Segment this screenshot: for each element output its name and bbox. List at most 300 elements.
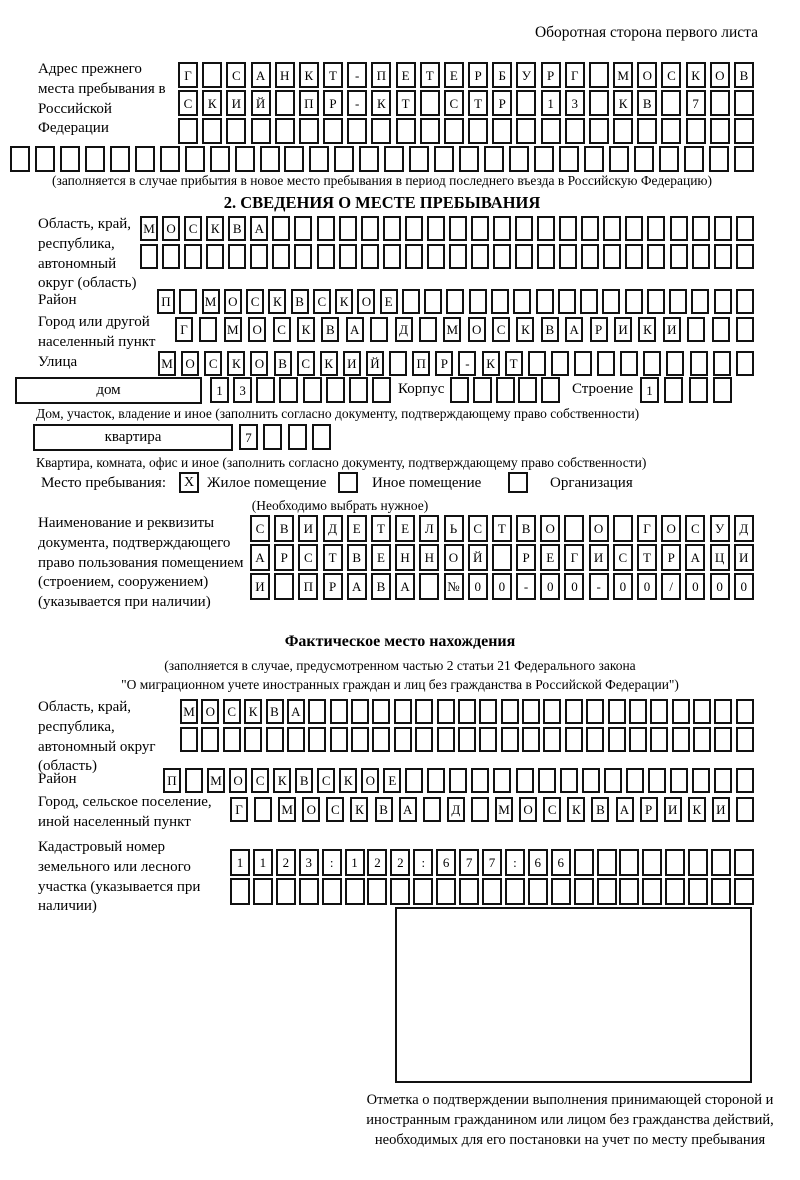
char-cell	[688, 849, 708, 876]
char-cell: И	[226, 90, 246, 116]
char-cell	[180, 727, 198, 752]
char-cell	[661, 90, 681, 116]
char-cell: М	[207, 768, 225, 793]
char-cell	[415, 727, 433, 752]
char-cell: Т	[468, 90, 488, 116]
char-cell	[661, 118, 681, 144]
char-cell	[734, 118, 754, 144]
char-cell	[383, 244, 401, 269]
char-cell	[492, 544, 512, 571]
char-cell	[389, 351, 407, 376]
char-cell: О	[250, 351, 268, 376]
char-cell: О	[468, 317, 486, 342]
char-cell	[253, 878, 273, 905]
char-cell: Й	[251, 90, 271, 116]
char-cell	[469, 289, 487, 314]
char-cell	[534, 146, 554, 172]
char-cell	[603, 216, 621, 241]
char-cell	[736, 351, 754, 376]
char-cell	[275, 90, 295, 116]
char-cell	[372, 377, 391, 403]
char-cell: 7	[482, 849, 502, 876]
char-cell	[308, 699, 326, 724]
char-cell: Ц	[710, 544, 730, 571]
char-cell	[372, 727, 390, 752]
char-cell	[493, 244, 511, 269]
char-cell: 0	[685, 573, 705, 600]
stamp-note: Отметка о подтверждении выполнения принимающей стороной и иностранным гражданином или лицом без гражданства действий, необходимых для его постановки на учет по месту пребывания	[366, 1092, 774, 1148]
char-cell: 1	[253, 849, 273, 876]
char-cell	[559, 146, 579, 172]
char-cell: К	[686, 62, 706, 88]
char-cell: К	[297, 317, 315, 342]
char-cell: Е	[383, 768, 401, 793]
char-cell: К	[202, 90, 222, 116]
char-cell	[323, 118, 343, 144]
char-cell	[603, 244, 621, 269]
char-cell	[629, 699, 647, 724]
char-cell	[714, 768, 732, 793]
oblast-row-1	[140, 216, 754, 241]
char-cell: С	[298, 544, 318, 571]
char-cell: 0	[540, 573, 560, 600]
char-cell	[516, 768, 534, 793]
char-cell: М	[202, 289, 220, 314]
char-cell	[691, 289, 709, 314]
char-cell	[613, 515, 633, 542]
char-cell: О	[248, 317, 266, 342]
char-cell	[643, 351, 661, 376]
char-cell	[558, 289, 576, 314]
char-cell	[347, 118, 367, 144]
char-cell	[413, 878, 433, 905]
char-cell: Т	[323, 62, 343, 88]
char-cell: К	[273, 768, 291, 793]
char-cell	[565, 118, 585, 144]
char-cell	[427, 768, 445, 793]
char-cell	[736, 699, 754, 724]
char-cell	[634, 146, 654, 172]
checkbox-inoe	[338, 472, 358, 493]
char-cell	[458, 727, 476, 752]
char-cell	[444, 118, 464, 144]
char-cell	[584, 146, 604, 172]
char-cell	[687, 317, 705, 342]
char-cell	[574, 878, 594, 905]
char-cell	[459, 878, 479, 905]
char-cell: П	[157, 289, 175, 314]
char-cell: Г	[178, 62, 198, 88]
char-cell	[322, 878, 342, 905]
char-cell	[522, 727, 540, 752]
char-cell	[692, 768, 710, 793]
char-cell	[559, 216, 577, 241]
char-cell: М	[224, 317, 242, 342]
char-cell	[471, 216, 489, 241]
char-cell: Р	[640, 797, 658, 822]
char-cell	[272, 244, 290, 269]
char-cell	[135, 146, 155, 172]
char-cell: Л	[419, 515, 439, 542]
prev-address-row-3	[178, 118, 754, 144]
char-cell: В	[371, 573, 391, 600]
char-cell: Р	[274, 544, 294, 571]
char-cell	[202, 118, 222, 144]
char-cell	[670, 216, 688, 241]
char-cell	[317, 244, 335, 269]
char-cell	[714, 289, 732, 314]
char-cell: И	[250, 573, 270, 600]
char-cell	[206, 244, 224, 269]
char-cell: И	[663, 317, 681, 342]
char-cell	[665, 878, 685, 905]
char-cell	[586, 699, 604, 724]
char-cell: А	[685, 544, 705, 571]
char-cell: Ь	[444, 515, 464, 542]
char-cell	[449, 216, 467, 241]
char-cell	[513, 289, 531, 314]
fact-location-title: Фактическое место нахождения	[284, 633, 516, 650]
char-cell: Е	[395, 515, 415, 542]
char-cell	[396, 118, 416, 144]
char-cell	[551, 351, 569, 376]
char-cell: П	[163, 768, 181, 793]
char-cell	[251, 118, 271, 144]
char-cell: И	[712, 797, 730, 822]
char-cell: С	[313, 289, 331, 314]
char-cell: 7	[459, 849, 479, 876]
char-cell	[60, 146, 80, 172]
char-cell	[372, 699, 390, 724]
char-cell: О	[710, 62, 730, 88]
prev-address-note: (заполняется в случае прибытия в новое место пребывания в период последнего въезда в Российскую Федерацию)	[51, 173, 713, 188]
char-cell: 7	[686, 90, 706, 116]
stroenie-label: Строение	[572, 381, 634, 397]
char-cell	[309, 146, 329, 172]
char-cell	[736, 727, 754, 752]
char-cell	[299, 118, 319, 144]
char-cell	[608, 727, 626, 752]
option-zhiloe-label: Жилое помещение	[207, 475, 327, 491]
char-cell: С	[492, 317, 510, 342]
char-cell	[713, 351, 731, 376]
char-cell: О	[661, 515, 681, 542]
char-cell	[609, 146, 629, 172]
char-cell: О	[229, 768, 247, 793]
char-cell: 1	[345, 849, 365, 876]
char-cell	[608, 699, 626, 724]
char-cell: А	[250, 544, 270, 571]
char-cell	[541, 118, 561, 144]
char-cell: В	[274, 515, 294, 542]
char-cell: Н	[419, 544, 439, 571]
char-cell	[266, 727, 284, 752]
char-cell: Г	[230, 797, 248, 822]
char-cell	[284, 146, 304, 172]
char-cell	[625, 289, 643, 314]
option-organizatsiya-label: Организация	[550, 475, 633, 491]
char-cell: 0	[613, 573, 633, 600]
char-cell	[287, 727, 305, 752]
char-cell: К	[482, 351, 500, 376]
char-cell	[409, 146, 429, 172]
char-cell: М	[180, 699, 198, 724]
char-cell: И	[734, 544, 754, 571]
char-cell	[734, 878, 754, 905]
char-cell	[580, 289, 598, 314]
char-cell	[650, 727, 668, 752]
char-cell	[223, 727, 241, 752]
char-cell	[710, 118, 730, 144]
char-cell	[581, 216, 599, 241]
char-cell: 1	[640, 377, 659, 403]
char-cell	[274, 573, 294, 600]
char-cell	[712, 317, 730, 342]
char-cell: 3	[233, 377, 252, 403]
char-cell	[339, 216, 357, 241]
char-cell	[574, 849, 594, 876]
char-cell: П	[299, 90, 319, 116]
char-cell	[256, 377, 275, 403]
char-cell	[384, 146, 404, 172]
char-cell: О	[519, 797, 537, 822]
char-cell	[602, 289, 620, 314]
char-cell: В	[734, 62, 754, 88]
char-cell: 6	[528, 849, 548, 876]
char-cell	[179, 289, 197, 314]
char-cell	[351, 699, 369, 724]
char-cell	[516, 118, 536, 144]
kvartira-note: Квартира, комната, офис и иное (заполнить согласно документу, подтверждающему право собственности)	[36, 455, 647, 470]
char-cell	[437, 699, 455, 724]
char-cell: Т	[637, 544, 657, 571]
char-cell: 0	[492, 573, 512, 600]
char-cell	[647, 244, 665, 269]
char-cell	[714, 244, 732, 269]
char-cell	[693, 699, 711, 724]
char-cell	[736, 768, 754, 793]
raion-row	[157, 289, 754, 314]
char-cell: С	[226, 62, 246, 88]
doc-label: Наименование и реквизиты документа, подтверждающего право пользования помещением (строением, сооружением) (указывается при наличии)	[38, 515, 244, 611]
dom-note: Дом, участок, владение и иное (заполнить согласно документу, подтверждающему право собственности)	[36, 406, 640, 421]
char-cell	[597, 351, 615, 376]
char-cell	[185, 768, 203, 793]
char-cell	[619, 878, 639, 905]
char-cell: -	[347, 90, 367, 116]
char-cell	[551, 878, 571, 905]
char-cell	[647, 289, 665, 314]
char-cell	[250, 244, 268, 269]
char-cell: Г	[637, 515, 657, 542]
char-cell	[560, 768, 578, 793]
char-cell: К	[638, 317, 656, 342]
char-cell: С	[661, 62, 681, 88]
char-cell: Р	[323, 90, 343, 116]
char-cell	[434, 146, 454, 172]
char-cell	[35, 146, 55, 172]
char-cell: О	[589, 515, 609, 542]
char-cell: К	[567, 797, 585, 822]
char-cell	[492, 118, 512, 144]
char-cell	[228, 244, 246, 269]
char-cell	[479, 727, 497, 752]
char-cell: С	[273, 317, 291, 342]
prev-address-row-4	[10, 146, 754, 172]
char-cell: А	[250, 216, 268, 241]
doc-row-3	[250, 573, 754, 600]
char-cell	[330, 727, 348, 752]
char-cell	[669, 289, 687, 314]
stamp-box	[395, 907, 752, 1083]
char-cell	[665, 849, 685, 876]
char-cell: Д	[734, 515, 754, 542]
char-cell: К	[244, 699, 262, 724]
char-cell: 3	[565, 90, 585, 116]
char-cell	[351, 727, 369, 752]
kvartira-row	[239, 424, 331, 450]
char-cell	[178, 118, 198, 144]
char-cell	[647, 216, 665, 241]
char-cell: О	[162, 216, 180, 241]
char-cell: И	[343, 351, 361, 376]
char-cell	[629, 727, 647, 752]
fact-location-note-2: "О миграционном учете иностранных граждан и лиц без гражданства в Российской Федерации")	[121, 677, 679, 692]
char-cell: К	[335, 289, 353, 314]
kadastr-label: Кадастровый номер земельного или лесного участка (указывается при наличии)	[38, 839, 201, 915]
fact-gorod-label: Город, сельское поселение, иной населенный пункт	[38, 794, 212, 830]
char-cell	[664, 377, 683, 403]
char-cell	[449, 768, 467, 793]
char-cell: О	[357, 289, 375, 314]
char-cell: -	[516, 573, 536, 600]
char-cell	[459, 146, 479, 172]
char-cell: №	[444, 573, 464, 600]
char-cell	[505, 878, 525, 905]
fact-oblast-label: Область, край, республика, автономный округ (область)	[38, 699, 156, 775]
char-cell: О	[302, 797, 320, 822]
char-cell	[210, 146, 230, 172]
char-cell: 0	[710, 573, 730, 600]
char-cell	[405, 244, 423, 269]
char-cell	[294, 216, 312, 241]
char-cell	[589, 118, 609, 144]
char-cell	[736, 244, 754, 269]
char-cell	[85, 146, 105, 172]
option-inoe-label: Иное помещение	[372, 475, 482, 491]
char-cell: А	[395, 573, 415, 600]
char-cell: А	[347, 573, 367, 600]
dom-row	[210, 377, 391, 403]
oblast-row-2	[140, 244, 754, 269]
char-cell: Т	[420, 62, 440, 88]
char-cell	[574, 351, 592, 376]
char-cell	[711, 849, 731, 876]
char-cell: С	[685, 515, 705, 542]
char-cell: Т	[396, 90, 416, 116]
char-cell	[516, 90, 536, 116]
char-cell	[734, 849, 754, 876]
char-cell	[371, 118, 391, 144]
char-cell: Р	[468, 62, 488, 88]
char-cell	[361, 216, 379, 241]
char-cell	[424, 289, 442, 314]
char-cell: С	[326, 797, 344, 822]
char-cell: М	[495, 797, 513, 822]
char-cell: :	[322, 849, 342, 876]
char-cell: 0	[564, 573, 584, 600]
char-cell	[359, 146, 379, 172]
char-cell: У	[516, 62, 536, 88]
char-cell	[582, 768, 600, 793]
char-cell	[254, 797, 272, 822]
mesto-label: Место пребывания:	[41, 475, 166, 491]
char-cell	[736, 797, 754, 822]
char-cell: С	[246, 289, 264, 314]
char-cell	[684, 146, 704, 172]
char-cell: Р	[661, 544, 681, 571]
char-cell: Т	[323, 544, 343, 571]
char-cell: О	[224, 289, 242, 314]
char-cell: Р	[492, 90, 512, 116]
char-cell	[436, 878, 456, 905]
char-cell	[140, 244, 158, 269]
prev-address-label: Адрес прежнего места пребывания в Российской Федерации	[38, 61, 166, 137]
char-cell: И	[589, 544, 609, 571]
char-cell	[482, 878, 502, 905]
char-cell	[345, 878, 365, 905]
char-cell: Р	[516, 544, 536, 571]
char-cell: Е	[396, 62, 416, 88]
char-cell	[263, 424, 282, 450]
char-cell: А	[399, 797, 417, 822]
char-cell: О	[361, 768, 379, 793]
mesto-note: (Необходимо выбрать нужное)	[251, 498, 429, 513]
char-cell: С	[223, 699, 241, 724]
char-cell	[279, 377, 298, 403]
char-cell: П	[371, 62, 391, 88]
char-cell	[415, 699, 433, 724]
char-cell: Е	[444, 62, 464, 88]
char-cell: 0	[734, 573, 754, 600]
char-cell: В	[375, 797, 393, 822]
char-cell	[714, 216, 732, 241]
char-cell	[736, 216, 754, 241]
char-cell: У	[710, 515, 730, 542]
char-cell: Д	[447, 797, 465, 822]
char-cell	[405, 768, 423, 793]
char-cell	[184, 244, 202, 269]
char-cell: К	[350, 797, 368, 822]
char-cell: Г	[175, 317, 193, 342]
char-cell: Р	[323, 573, 343, 600]
char-cell	[650, 699, 668, 724]
char-cell: 1	[541, 90, 561, 116]
char-cell	[185, 146, 205, 172]
char-cell	[543, 699, 561, 724]
char-cell: О	[637, 62, 657, 88]
char-cell	[559, 244, 577, 269]
char-cell: П	[298, 573, 318, 600]
char-cell	[672, 699, 690, 724]
char-cell	[619, 849, 639, 876]
char-cell: К	[299, 62, 319, 88]
char-cell: С	[251, 768, 269, 793]
char-cell: В	[541, 317, 559, 342]
char-cell	[288, 424, 307, 450]
char-cell: С	[297, 351, 315, 376]
char-cell	[419, 317, 437, 342]
